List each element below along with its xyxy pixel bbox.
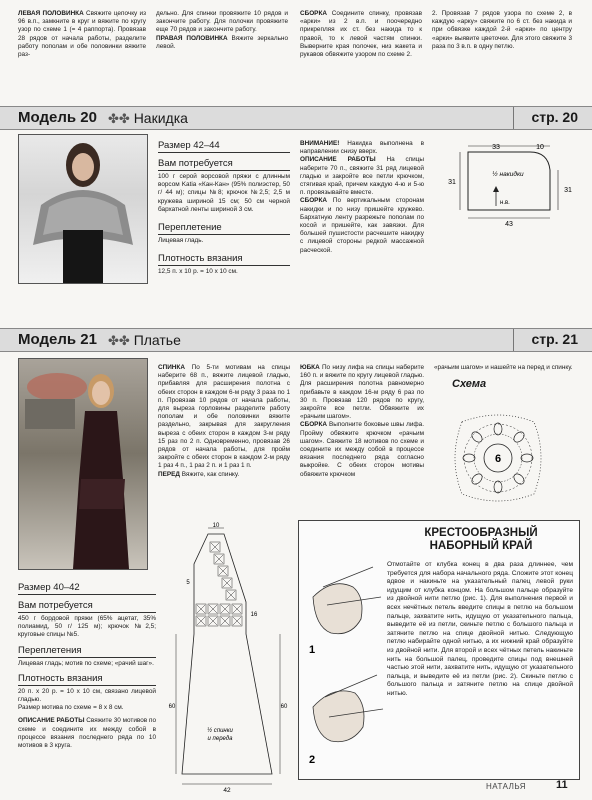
- dim-top-small: 10: [212, 523, 220, 529]
- divider: [513, 107, 514, 129]
- model-21-need-text: 450 г бордовой пряжи (65% ацетат, 35% полиамид, 50 г/ 125 м); крючок №2,5; круговые спицы №5.: [18, 615, 156, 639]
- model-21-name-text: Платье: [133, 332, 181, 348]
- half-cape-label: ½ накидки: [492, 171, 524, 178]
- woman-in-cape-image: [19, 135, 147, 283]
- cape-pattern-diagram: [440, 138, 580, 228]
- model-20-title: Модель 20: [18, 109, 97, 126]
- top-col-2: [156, 10, 288, 51]
- attention-text: Накидка выполнена в направлении снизу вверх.: [300, 140, 424, 156]
- front-heading: ПЕРЕД: [158, 470, 180, 478]
- top-col-4-text: 2. Провязав 7 рядов узора по схеме 2, в каждую «арку» свяжите по 6 ст. без накида и при обвязке каждой 2-й «арки» по центру «арки» выявите цветочки. Для этого свяжите 3 раза по 3 в.п. в одну петлю.: [432, 10, 572, 50]
- model-20-header: [0, 106, 592, 130]
- skirt-text: По низу лифа на спицы наберите 160 п. и вяжите по кругу лицевой гладью. Для расширения полотна равномерно прибавьте в каждом 16-м ряду 6 раз по 30 п. Провязав 120 рядов по кругу, закройте все петли. Обвяжите их «рачьим шагом».: [300, 364, 424, 421]
- model-20-name: [108, 110, 188, 127]
- dress-assembly-heading: СБОРКА: [300, 421, 327, 429]
- box-title: [387, 527, 575, 553]
- right-half-heading: ПРАВАЯ ПОЛОВИНКА: [156, 34, 228, 42]
- attention-heading: ВНИМАНИЕ!: [300, 140, 340, 147]
- clover-icon: ✤✤: [108, 111, 130, 126]
- model-20-need-text: 100 г серой ворсовой пряжи с длинным ворсом Katia «Кан-Кан» (95% полиэстер, 50 г/ 44 м); спицы №8; крючок №2,5; 2,5 м кружева шириной 15 см; 50 см черной бархатной ленты шириной 3 см.: [158, 173, 290, 213]
- model-20-instructions: [300, 140, 424, 255]
- dim-bottom: 43: [505, 221, 513, 228]
- work-description-text: На спицы наберите 70 п., свяжите 31 ряд лицевой гладью и закройте все петли крючком, стягивая край, причем каждую 4-ю и 5-ю п. провязывайте вместе.: [300, 156, 424, 197]
- model-21-title: Модель 21: [18, 331, 97, 348]
- top-col-4: [432, 10, 572, 51]
- hand-illustrations: [303, 557, 387, 767]
- dress-half-label-2: и переда: [207, 736, 233, 742]
- model-21-page: стр. 21: [531, 331, 578, 347]
- model-20-density-text: 12,5 п. x 10 р. = 10 x 10 см.: [158, 268, 238, 276]
- dim-top: 33: [492, 144, 500, 151]
- model-21-header: [0, 328, 592, 352]
- cast-on-mark: н.в.: [500, 200, 510, 206]
- divider: [513, 329, 514, 351]
- model-21-col-2: [300, 364, 424, 479]
- woman-in-dress-image: [19, 359, 147, 569]
- cape-assembly-text: По вертикальным сторонам накидки и по низу пришейте кружево. Бархатную ленту разрежьте пополам по косой и пришейте, как завязки. Для большей пушистости расчешите накидку с лицевой стороны редкой массажной расческой.: [300, 197, 424, 254]
- motif-scheme: [448, 408, 548, 508]
- model-21-need-title: Вам потребуется: [18, 600, 156, 613]
- cape-assembly-heading: СБОРКА: [300, 197, 327, 205]
- model-21-col-1: [158, 364, 290, 479]
- assembly-text: Соедините спинку, провязав «арки» из 2 в.п. и поочередно прикрепляя их ст. без накида то к правой, то к левой частям спинки. Выверните края полочек, низ жакета и рукавов обвяжите узором по схеме 2.: [300, 10, 422, 59]
- model-21-col-3: [434, 364, 574, 390]
- box-text: Отмотайте от клубка конец в два раза длиннее, чем требуется для набора начального ряда. Сложите этот конец вдвое и накиньте на указательный палец левой руки идущим от клубка концом. На большом пальце образуйте из двойной нити петлю (рис. 1). Для выполнения первой и всех нечётных петель введите спицы в петлю на большом пальце, захватите нить, идущую от указательного пальца, выведите её из петли, скиньте петлю с большого пальца и затяните петлю на спице двойной нитью. Следующую петлю набирайте одной нитью, а их нижний край образуйте из двойной нити. Для второй и всех чётных петель накиньте нить на большой палец, проведите спицы под внешней частью этой нити, захватите нить, идущую от указательного пальца, и выведите её из петли (рис. 2). Скиньте петлю с большого пальца и затяните петлю на спице двойной нитью.: [387, 561, 573, 697]
- model-21-name: [108, 332, 181, 349]
- assembly-heading: СБОРКА: [300, 10, 327, 17]
- model-21-density-title: Плотность вязания: [18, 673, 156, 686]
- model-21-photo: [18, 358, 148, 570]
- work-description-heading: ОПИСАНИЕ РАБОТЫ: [300, 156, 376, 164]
- left-half-heading: ЛЕВАЯ ПОЛОВИНКА: [18, 10, 84, 17]
- dim-right: 31: [564, 187, 572, 194]
- model-21-info: [18, 582, 156, 750]
- magazine-name: НАТАЛЬЯ: [486, 782, 527, 791]
- figure-2-number: 2: [309, 754, 316, 766]
- dim-gap: 10: [536, 144, 544, 151]
- model-21-size: Размер 40–42: [18, 582, 156, 595]
- model-21-weave-text: Лицевая гладь; мотив по схеме; «рачий шаг».: [18, 659, 154, 667]
- dress-assembly-text: Выполните боковые швы лифа. Пройму обвяжите крючком «рачьим шагом». Свяжите 18 мотивов по схеме и соедините их между собой в процессе вязания последнего ряда согласно выкройке. С обеих сторон мотивы обвяжите крючком: [300, 421, 424, 478]
- box-title-line-1: КРЕСТООБРАЗНЫЙ: [424, 527, 538, 539]
- figure-1-number: 1: [309, 644, 316, 656]
- model-20-photo: [18, 134, 148, 284]
- right-half-text: Вяжите зеркально левой.: [156, 34, 288, 50]
- model-20-info: [158, 140, 290, 276]
- top-col-1: [18, 10, 146, 59]
- model-21-description-heading: ОПИСАНИЕ РАБОТЫ: [18, 717, 85, 725]
- skirt-heading: ЮБКА: [300, 364, 320, 371]
- scheme-center-number: 6: [494, 453, 502, 465]
- left-half-text: Свяжите цепочку из 96 в.п., замкните в круг и вяжите по кругу узор по схеме 1 (= 4 раппорта). Провязав 28 рядов от начала работы, разделите работу пополам и обе половинки вяжите раз-: [18, 10, 146, 59]
- clover-icon: ✤✤: [108, 333, 130, 348]
- cross-cast-on-box: [298, 520, 580, 780]
- model-20-size: Размер 42–44: [158, 140, 290, 153]
- model-20-page: стр. 20: [531, 109, 578, 125]
- dress-pattern-diagram: [168, 524, 286, 794]
- model-20-density-title: Плотность вязания: [158, 253, 290, 266]
- model-21-weave-title: Переплетения: [18, 645, 156, 658]
- model-20-weave-title: Переплетение: [158, 222, 290, 235]
- page-number: 11: [556, 779, 568, 791]
- box-title-line-2: НАБОРНЫЙ КРАЙ: [429, 540, 533, 552]
- model-21-col-3-text: «рачьим шагом» и нашейте на перед и спинку.: [434, 364, 573, 371]
- model-21-density-text: 20 п. x 20 р. = 10 x 10 см, связано лицевой гладью.: [18, 687, 156, 704]
- dress-half-label-1: ½ спинки: [207, 728, 233, 734]
- dim-mid-a: 5: [186, 580, 190, 586]
- front-text: Вяжите, как спинку.: [179, 470, 240, 478]
- dim-length: 60: [168, 704, 176, 710]
- top-col-3: [300, 10, 422, 59]
- back-heading: СПИНКА: [158, 364, 185, 371]
- model-21-description-text: Свяжите 30 мотивов по схеме и соедините их между собой в процессе вязания последнего ряда по 10 мотивов в 3 круга.: [18, 717, 156, 750]
- motif-size-text: Размер мотива по схеме = 8 x 8 см.: [18, 704, 124, 712]
- dim-bottom: 42: [223, 787, 231, 794]
- model-20-name-text: Накидка: [133, 110, 188, 126]
- dim-left: 31: [448, 179, 456, 186]
- scheme-title: Схема: [452, 378, 487, 391]
- dim-length-2: 60: [280, 704, 288, 710]
- dim-mid-b: 16: [250, 612, 258, 618]
- model-20-need-title: Вам потребуется: [158, 158, 290, 171]
- back-text: По 5-ти мотивам на спицы наберите 68 п., вяжите лицевой гладью, прибавляя для расширения полотна с обеих сторон в каждом 6-м ряду 3 раза по 1 п. Провязав 10 рядов от начала работы, для выреза горловины разделите работу пополам и обе половинки вяжите раздельно, закрывая для закругления выреза с обеих сторон в каждом 3-м ряду 15 раз по 2 п. Одновременно, провязав 26 рядов от начала работы, для пройм закройте с обеих сторон в каждом 2-м ряду 1 раз 4 п., 1 раз 2 п. и 1 раз 1 п.: [158, 364, 290, 470]
- top-col-2-text: дельно. Для спинки провяжите 10 рядов и закончите работу. Для полочки провяжите еще 70 рядов и закончите работу.: [156, 10, 288, 34]
- model-20-weave-text: Лицевая гладь.: [158, 237, 204, 245]
